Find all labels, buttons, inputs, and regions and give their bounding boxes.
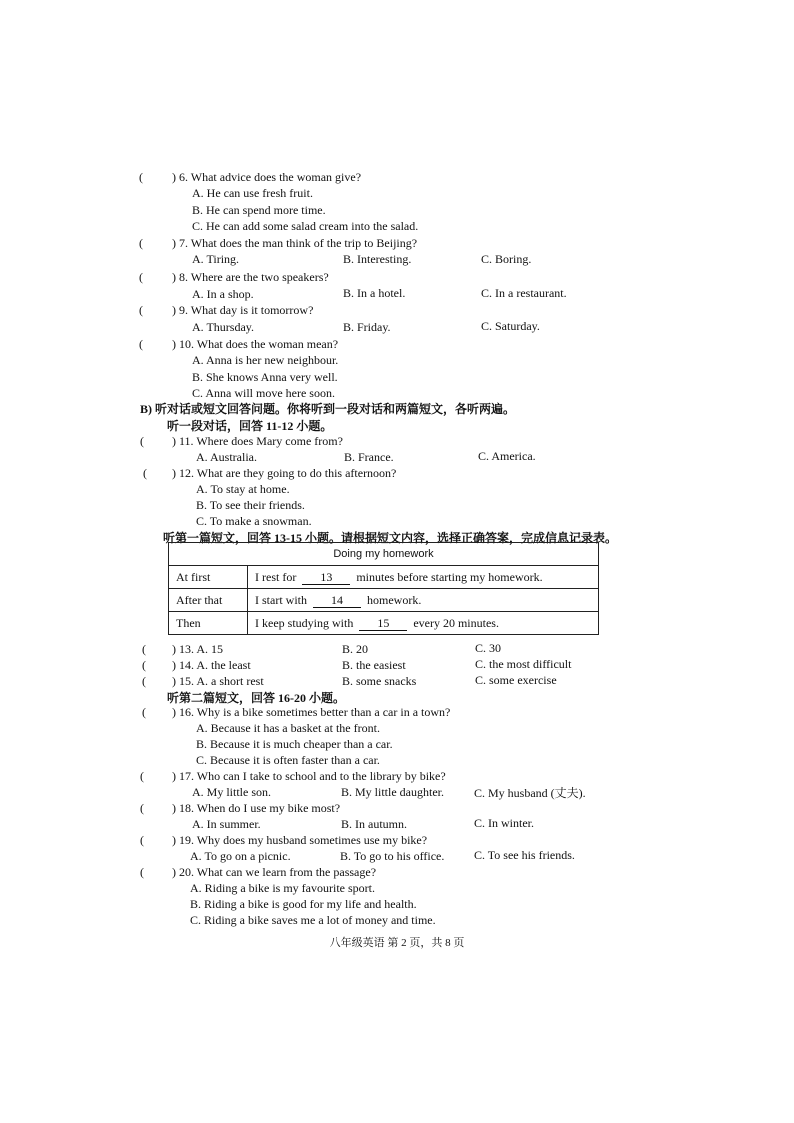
- q10-option-c: C. Anna will move here soon.: [192, 386, 335, 400]
- answer-bracket: (: [139, 270, 143, 284]
- q8-option-b: B. In a hotel.: [343, 286, 406, 300]
- answer-bracket: (: [139, 236, 143, 250]
- q19-option-b: B. To go to his office.: [340, 849, 445, 863]
- q19-option-c: C. To see his friends.: [474, 848, 575, 862]
- q16-option-c: C. Because it is often faster than a car.: [196, 753, 380, 767]
- answer-bracket: (: [142, 705, 146, 719]
- question-8: ) 8. Where are the two speakers?: [172, 270, 329, 284]
- answer-bracket: (: [140, 801, 144, 815]
- q10-option-a: A. Anna is her new neighbour.: [192, 353, 339, 367]
- q16-option-a: A. Because it has a basket at the front.: [196, 721, 380, 735]
- q9-option-b: B. Friday.: [343, 320, 391, 334]
- info-record-table: [168, 542, 599, 635]
- q7-option-a: A. Tiring.: [192, 252, 240, 266]
- table-row: [169, 612, 599, 635]
- question-19: ) 19. Why does my husband sometimes use my bike?: [172, 833, 428, 847]
- row-content: I start with 14 homework.: [248, 589, 599, 612]
- question-7: ) 7. What does the man think of the trip to Beijing?: [172, 236, 418, 250]
- question-10: ) 10. What does the woman mean?: [172, 337, 339, 351]
- question-20: ) 20. What can we learn from the passage?: [172, 865, 377, 879]
- table-header: Doing my homework: [169, 543, 599, 566]
- question-16: ) 16. Why is a bike sometimes better than a car in a town?: [172, 705, 451, 719]
- answer-bracket: (: [140, 833, 144, 847]
- q8-option-a: A. In a shop.: [192, 287, 254, 301]
- q20-option-b: B. Riding a bike is good for my life and health.: [190, 897, 417, 911]
- answer-bracket: (: [139, 170, 143, 184]
- question-13: ) 13. A. 15: [172, 642, 223, 656]
- q12-option-c: C. To make a snowman.: [196, 514, 312, 528]
- q18-option-a: A. In summer.: [192, 817, 261, 831]
- question-11: ) 11. Where does Mary come from?: [172, 434, 343, 448]
- answer-bracket: (: [142, 658, 146, 672]
- q11-option-b: B. France.: [344, 450, 394, 464]
- table-row: [169, 566, 599, 589]
- row-label: After that: [169, 589, 248, 612]
- row-content: I rest for 13 minutes before starting my homework.: [248, 566, 599, 589]
- question-18: ) 18. When do I use my bike most?: [172, 801, 341, 815]
- q20-option-c: C. Riding a bike saves me a lot of money and time.: [190, 913, 436, 927]
- q18-option-b: B. In autumn.: [341, 817, 407, 831]
- answer-bracket: (: [139, 303, 143, 317]
- q19-option-a: A. To go on a picnic.: [190, 849, 291, 863]
- q14-option-c: C. the most difficult: [475, 657, 572, 671]
- q13-option-c: C. 30: [475, 641, 502, 655]
- answer-bracket: (: [140, 434, 144, 448]
- q15-option-b: B. some snacks: [342, 674, 417, 688]
- row-label: Then: [169, 612, 248, 635]
- question-17: ) 17. Who can I take to school and to the library by bike?: [172, 769, 446, 783]
- answer-blank[interactable]: 14: [313, 594, 361, 608]
- q10-option-b: B. She knows Anna very well.: [192, 370, 338, 384]
- question-14: ) 14. A. the least: [172, 658, 251, 672]
- answer-blank[interactable]: 13: [302, 571, 350, 585]
- dialog-intro: 听一段对话，回答 11-12 小题。: [167, 419, 333, 433]
- q6-option-b: B. He can spend more time.: [192, 203, 326, 217]
- q12-option-a: A. To stay at home.: [196, 482, 290, 496]
- q20-option-a: A. Riding a bike is my favourite sport.: [190, 881, 375, 895]
- answer-bracket: (: [142, 674, 146, 688]
- section-b-title: B) 听对话或短文回答问题。你将听到一段对话和两篇短文，各听两遍。: [140, 402, 516, 416]
- q16-option-b: B. Because it is much cheaper than a car.: [196, 737, 393, 751]
- q6-option-a: A. He can use fresh fruit.: [192, 186, 313, 200]
- q6-option-c: C. He can add some salad cream into the salad.: [192, 219, 419, 233]
- answer-bracket: (: [143, 466, 147, 480]
- q13-option-b: B. 20: [342, 642, 369, 656]
- q14-option-b: B. the easiest: [342, 658, 406, 672]
- answer-blank[interactable]: 15: [359, 617, 407, 631]
- q11-option-a: A. Australia.: [196, 450, 257, 464]
- q12-option-b: B. To see their friends.: [196, 498, 305, 512]
- q15-option-c: C. some exercise: [475, 673, 557, 687]
- q7-option-b: B. Interesting.: [343, 252, 412, 266]
- q17-option-a: A. My little son.: [192, 785, 272, 799]
- question-12: ) 12. What are they going to do this afternoon?: [172, 466, 397, 480]
- q7-option-c: C. Boring.: [481, 252, 532, 266]
- q11-option-c: C. America.: [478, 449, 536, 463]
- q9-option-c: C. Saturday.: [481, 319, 540, 333]
- passage1-intro: 听第一篇短文，回答 13-15 小题。请根据短文内容，选择正确答案，完成信息记录表。: [163, 531, 617, 545]
- answer-bracket: (: [142, 642, 146, 656]
- passage2-intro: 听第二篇短文，回答 16-20 小题。: [167, 691, 345, 705]
- answer-bracket: (: [140, 769, 144, 783]
- question-6: ) 6. What advice does the woman give?: [172, 170, 362, 184]
- row-label: At first: [169, 566, 248, 589]
- answer-bracket: (: [140, 865, 144, 879]
- q17-option-c: C. My husband (丈夫).: [474, 786, 586, 800]
- page-footer: 八年级英语 第 2 页，共 8 页: [329, 937, 465, 949]
- answer-bracket: (: [139, 337, 143, 351]
- question-9: ) 9. What day is it tomorrow?: [172, 303, 314, 317]
- q8-option-c: C. In a restaurant.: [481, 286, 567, 300]
- question-15: ) 15. A. a short rest: [172, 674, 264, 688]
- row-content: I keep studying with 15 every 20 minutes.: [248, 612, 599, 635]
- table-row: [169, 589, 599, 612]
- q9-option-a: A. Thursday.: [192, 320, 254, 334]
- q18-option-c: C. In winter.: [474, 816, 534, 830]
- q17-option-b: B. My little daughter.: [341, 785, 444, 799]
